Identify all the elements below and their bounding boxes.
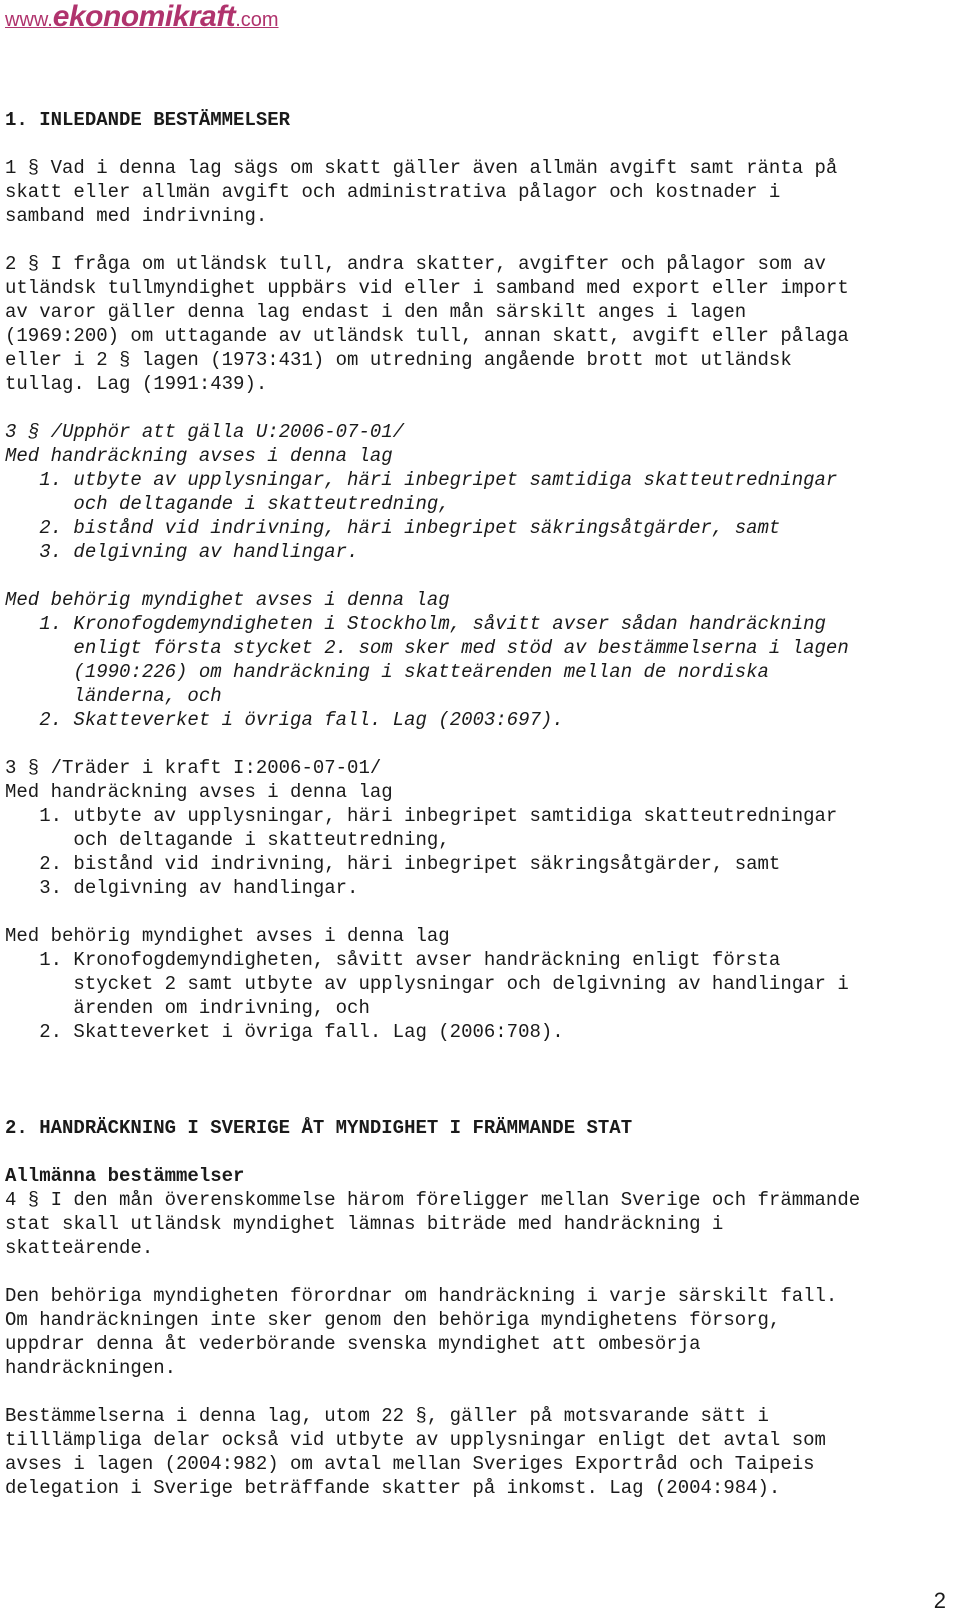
section-spacer: [5, 1044, 950, 1092]
list-item: 3. delgivning av handlingar.: [5, 877, 359, 899]
text-line: samband med indrivning.: [5, 205, 268, 227]
logo-brand: ekonomikraft: [52, 0, 236, 33]
text-line: handräckningen.: [5, 1357, 177, 1379]
paragraph-2: [5, 252, 950, 396]
list-item: 2. bistånd vid indrivning, häri inbegripet säkringsåtgärder, samt: [5, 853, 781, 875]
text-line: Med handräckning avses i denna lag: [5, 445, 393, 467]
list-item: stycket 2 samt utbyte av upplysningar och delgivning av handlingar i: [5, 973, 849, 995]
text-line: skatteärende.: [5, 1237, 154, 1259]
list-item: 2. bistånd vid indrivning, häri inbegripet säkringsåtgärder, samt: [5, 517, 781, 539]
section-1-title: 1. INLEDANDE BESTÄMMELSER: [5, 109, 291, 131]
list-item: 1. utbyte av upplysningar, häri inbegripet samtidiga skatteutredningar: [5, 469, 838, 491]
text-line: uppdrar denna åt vederbörande svenska myndighet att ombesörja: [5, 1333, 701, 1355]
list-item: länderna, och: [5, 685, 222, 707]
paragraph-3-repealed: [5, 420, 950, 564]
logo-prefix: www.: [5, 9, 53, 31]
text-line: eller i 2 § lagen (1973:431) om utredning angående brott mot utländsk: [5, 349, 792, 371]
list-item: (1990:226) om handräckning i skatteärenden mellan de nordiska: [5, 661, 769, 683]
list-item: 2. Skatteverket i övriga fall. Lag (2003:697).: [5, 709, 564, 731]
text-line: 1 § Vad i denna lag sägs om skatt gäller även allmän avgift samt ränta på: [5, 157, 838, 179]
text-line: delegation i Sverige beträffande skatter på inkomst. Lag (2004:984).: [5, 1477, 781, 1499]
text-line: (1969:200) om uttagande av utländsk tull, annan skatt, avgift eller pålaga: [5, 325, 849, 347]
list-item: enligt första stycket 2. som sker med stöd av bestämmelserna i lagen: [5, 637, 849, 659]
logo-suffix: .com: [235, 9, 279, 31]
section-2-heading-block: [5, 1116, 950, 1140]
section-2-paragraph-1: [5, 1164, 950, 1260]
paragraph-1: [5, 156, 950, 228]
text-line: Med handräckning avses i denna lag: [5, 781, 393, 803]
paragraph-3-in-force: [5, 756, 950, 900]
list-item: 1. utbyte av upplysningar, häri inbegripet samtidiga skatteutredningar: [5, 805, 838, 827]
text-line: utländsk tullmyndighet uppbärs vid eller i samband med export eller import: [5, 277, 849, 299]
text-line: tilllämpliga delar också vid utbyte av upplysningar enligt det avtal som: [5, 1429, 826, 1451]
list-item: 1. Kronofogdemyndigheten, såvitt avser handräckning enligt första: [5, 949, 781, 971]
document-content: [5, 108, 950, 1524]
text-line: stat skall utländsk myndighet lämnas biträde med handräckning i: [5, 1213, 724, 1235]
text-line: Om handräckningen inte sker genom den behöriga myndighetens försorg,: [5, 1309, 781, 1331]
section-1-heading-block: [5, 108, 950, 132]
text-line: Med behörig myndighet avses i denna lag: [5, 925, 450, 947]
site-logo-link[interactable]: [5, 0, 279, 34]
list-item: och deltagande i skatteutredning,: [5, 493, 450, 515]
list-item: 1. Kronofogdemyndigheten i Stockholm, såvitt avser sådan handräckning: [5, 613, 826, 635]
text-line: tullag. Lag (1991:439).: [5, 373, 268, 395]
list-item: 3. delgivning av handlingar.: [5, 541, 359, 563]
section-2-subtitle: Allmänna bestämmelser: [5, 1165, 245, 1187]
paragraph-4-in-force: [5, 924, 950, 1044]
list-item: ärenden om indrivning, och: [5, 997, 370, 1019]
page-number: 2: [933, 1588, 946, 1613]
text-line: avses i lagen (2004:982) om avtal mellan Sveriges Exportråd och Taipeis: [5, 1453, 815, 1475]
text-line: 4 § I den mån överenskommelse härom föreligger mellan Sverige och främmande: [5, 1189, 861, 1211]
text-line: Bestämmelserna i denna lag, utom 22 §, gäller på motsvarande sätt i: [5, 1405, 769, 1427]
text-line: Med behörig myndighet avses i denna lag: [5, 589, 450, 611]
text-line: 3 § /Träder i kraft I:2006-07-01/: [5, 757, 382, 779]
list-item: och deltagande i skatteutredning,: [5, 829, 450, 851]
list-item: 2. Skatteverket i övriga fall. Lag (2006:708).: [5, 1021, 564, 1043]
text-line: av varor gäller denna lag endast i den mån särskilt anges i lagen: [5, 301, 747, 323]
section-2-paragraph-2: [5, 1284, 950, 1380]
paragraph-4-repealed: [5, 588, 950, 732]
text-line: skatt eller allmän avgift och administrativa pålagor och kostnader i: [5, 181, 781, 203]
section-2-title: 2. HANDRÄCKNING I SVERIGE ÅT MYNDIGHET I FRÄMMANDE STAT: [5, 1117, 633, 1139]
text-line: 3 § /Upphör att gälla U:2006-07-01/: [5, 421, 405, 443]
text-line: Den behöriga myndigheten förordnar om handräckning i varje särskilt fall.: [5, 1285, 838, 1307]
section-2-paragraph-3: [5, 1404, 950, 1500]
text-line: 2 § I fråga om utländsk tull, andra skatter, avgifter och pålagor som av: [5, 253, 826, 275]
